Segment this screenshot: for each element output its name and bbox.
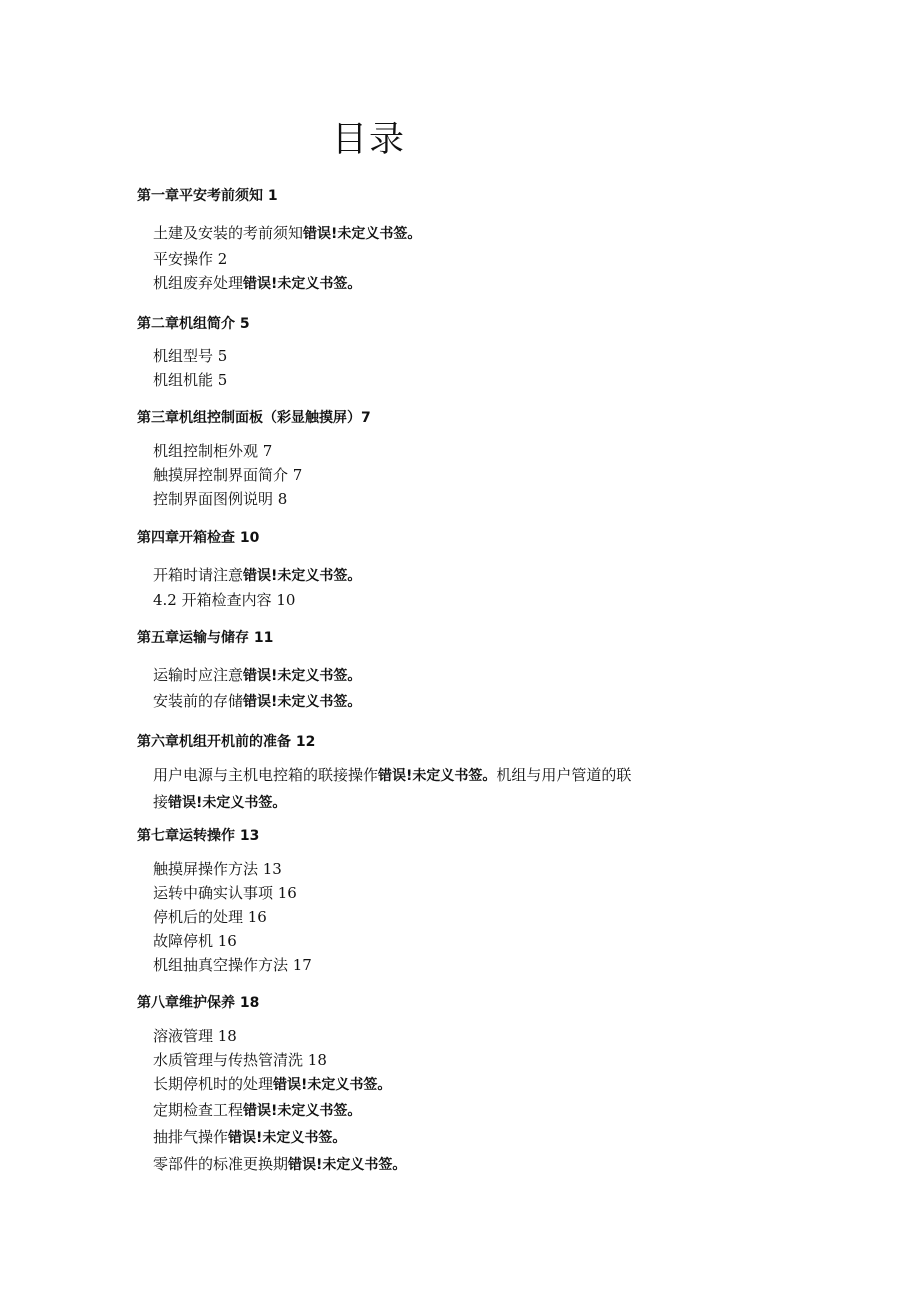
bookmark-error: 错误!未定义书签。 — [303, 226, 422, 242]
toc-entry[interactable]: 故障停机 16 — [153, 932, 237, 950]
toc-entry[interactable]: 触摸屏控制界面简介 7 — [153, 466, 303, 484]
toc-entry[interactable] — [153, 1126, 346, 1149]
toc-entry-text: 安装前的存储 — [153, 692, 244, 710]
toc-entry[interactable]: 溶液管理 18 — [153, 1027, 237, 1045]
toc-entry[interactable]: 平安操作 2 — [153, 250, 228, 268]
toc-entry-text: 土建及安装的考前须知 — [153, 224, 304, 242]
toc-entry[interactable]: 触摸屏操作方法 13 — [153, 860, 282, 878]
toc-entry[interactable]: 停机后的处理 16 — [153, 908, 267, 926]
toc-entry-text: 抽排气操作 — [153, 1128, 229, 1146]
toc-chapter-6[interactable]: 第六章机组开机前的准备 12 — [137, 734, 316, 750]
toc-chapter-2[interactable]: 第二章机组简介 5 — [137, 316, 250, 332]
page-title: 目录 — [332, 120, 407, 160]
toc-entry[interactable] — [153, 664, 361, 687]
toc-entry-text: 零部件的标准更换期 — [153, 1155, 289, 1173]
toc-entry[interactable]: 运转中确实认事项 16 — [153, 884, 297, 902]
toc-chapter-4[interactable]: 第四章开箱检查 10 — [137, 530, 260, 546]
toc-entry[interactable] — [153, 1099, 361, 1122]
toc-entry[interactable] — [153, 762, 633, 816]
toc-entry[interactable] — [153, 1073, 391, 1096]
bookmark-error: 错误!未定义书签。 — [243, 276, 362, 292]
bookmark-error: 错误!未定义书签。 — [243, 694, 362, 710]
toc-entry[interactable] — [153, 1153, 406, 1176]
toc-entry-text: 机组废弃处理 — [153, 274, 244, 292]
toc-entry[interactable]: 机组控制柜外观 7 — [153, 442, 273, 460]
bookmark-error: 错误!未定义书签。 — [288, 1157, 407, 1173]
bookmark-error: 错误!未定义书签。 — [273, 1077, 392, 1093]
bookmark-error: 错误!未定义书签。 — [243, 668, 362, 684]
bookmark-error: 错误!未定义书签。 — [168, 795, 287, 811]
toc-entry-text: 运输时应注意 — [153, 666, 244, 684]
toc-entry[interactable]: 控制界面图例说明 8 — [153, 490, 288, 508]
toc-entry-text: 用户电源与主机电控箱的联接操作 — [153, 766, 379, 784]
toc-entry[interactable]: 4.2 开箱检查内容 10 — [153, 591, 296, 609]
toc-entry-text: 机组与用户管道的联接 — [153, 766, 632, 811]
toc-entry[interactable]: 机组型号 5 — [153, 347, 228, 365]
toc-entry[interactable] — [153, 564, 361, 587]
toc-entry[interactable] — [153, 222, 421, 245]
bookmark-error: 错误!未定义书签。 — [378, 768, 497, 784]
toc-entry[interactable] — [153, 272, 361, 295]
toc-chapter-1[interactable]: 第一章平安考前须知 1 — [137, 188, 278, 204]
toc-entry[interactable]: 水质管理与传热管清洗 18 — [153, 1051, 327, 1069]
toc-entry[interactable]: 机组抽真空操作方法 17 — [153, 956, 312, 974]
bookmark-error: 错误!未定义书签。 — [243, 1103, 362, 1119]
bookmark-error: 错误!未定义书签。 — [243, 568, 362, 584]
toc-entry-text: 定期检查工程 — [153, 1101, 244, 1119]
toc-entry-text: 开箱时请注意 — [153, 566, 244, 584]
toc-chapter-5[interactable]: 第五章运输与储存 11 — [137, 630, 274, 646]
bookmark-error: 错误!未定义书签。 — [228, 1130, 347, 1146]
toc-chapter-8[interactable]: 第八章维护保养 18 — [137, 995, 260, 1011]
toc-entry-text: 长期停机时的处理 — [153, 1075, 274, 1093]
toc-chapter-7[interactable]: 第七章运转操作 13 — [137, 828, 260, 844]
toc-chapter-3[interactable]: 第三章机组控制面板（彩显触摸屏）7 — [137, 410, 371, 426]
toc-entry[interactable]: 机组机能 5 — [153, 371, 228, 389]
toc-entry[interactable] — [153, 690, 361, 713]
